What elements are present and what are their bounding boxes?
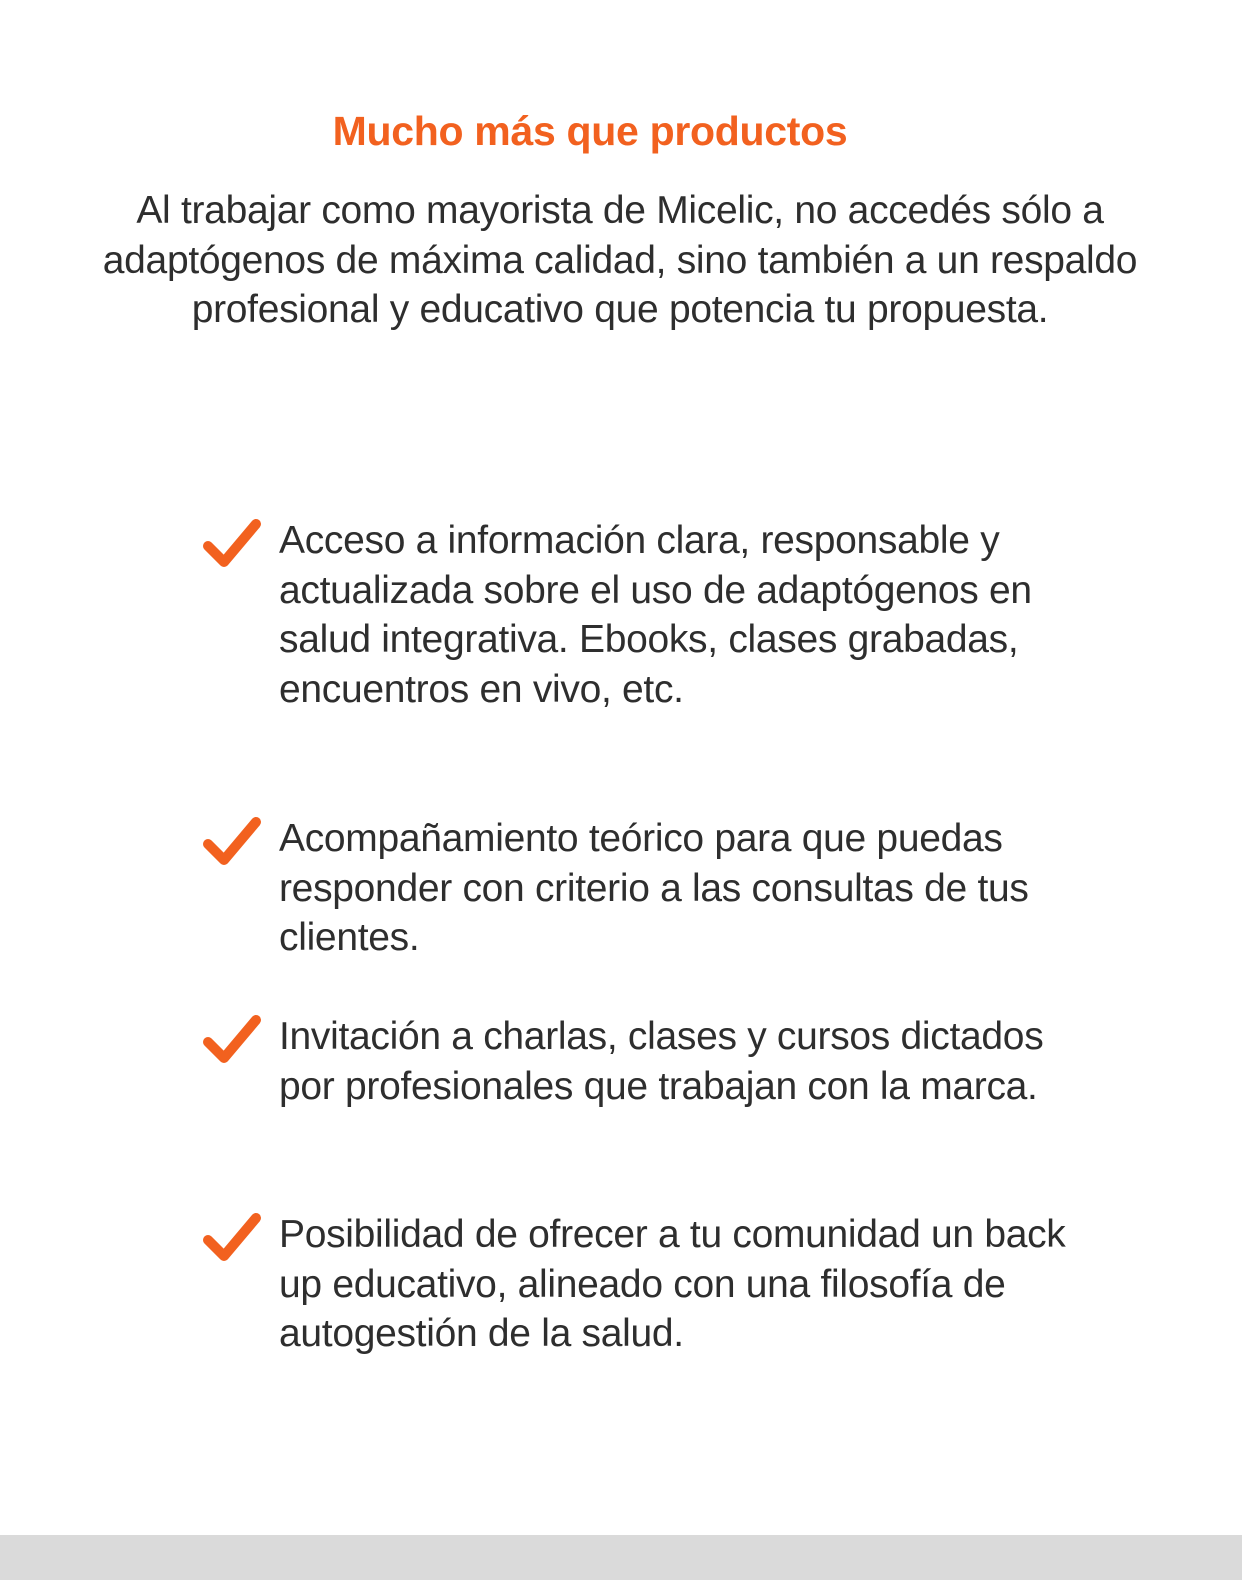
list-item-text: Acompañamiento teórico para que puedas responder con criterio a las consultas de tus clientes. bbox=[279, 817, 1029, 959]
list-item-text: Invitación a charlas, clases y cursos dictados por profesionales que trabajan con la marca. bbox=[279, 1015, 1044, 1108]
list-item-text: Posibilidad de ofrecer a tu comunidad un back up educativo, alineado con una filosofía de autogestión de la salud. bbox=[279, 1213, 1066, 1355]
list-item-text: Acceso a información clara, responsable y actualizada sobre el uso de adaptógenos en salud integrativa. Ebooks, clases grabadas, encuentros en vivo, etc. bbox=[279, 519, 1032, 711]
check-icon bbox=[200, 814, 264, 870]
page-title: Mucho más que productos bbox=[332, 108, 848, 154]
check-icon bbox=[200, 1210, 264, 1266]
intro-paragraph: Al trabajar como mayorista de Micelic, no accedés sólo a adaptógenos de máxima calidad, sino también a un respaldo profesional y educativo que potencia tu propuesta. bbox=[102, 189, 1138, 331]
check-icon bbox=[200, 516, 264, 572]
footer-bar bbox=[0, 1535, 1242, 1580]
check-icon bbox=[200, 1012, 264, 1068]
